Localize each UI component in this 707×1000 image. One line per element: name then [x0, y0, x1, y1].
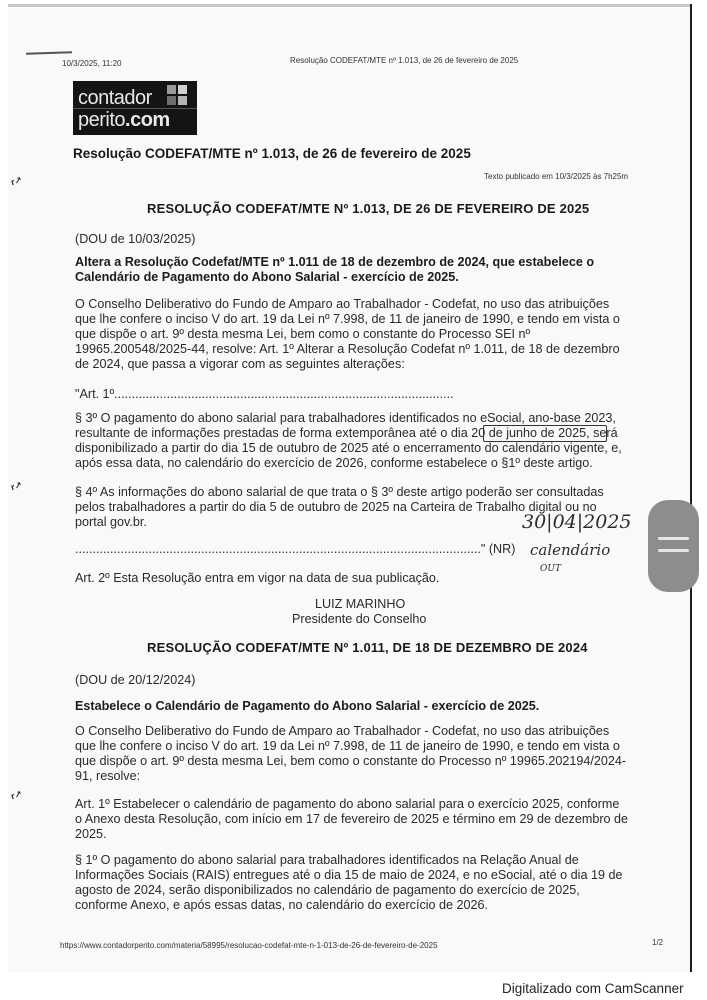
res1011-preamble-line: 91, resolve: — [75, 769, 141, 783]
par4-line: pelos trabalhadores a partir do dia 5 de outubro de 2025 na Carteira de Trabalho digital ou no — [75, 500, 597, 514]
res1011-art1-line: 2025. — [75, 827, 107, 841]
handwritten-small: OUT — [540, 564, 561, 574]
footer-url: https://www.contadorperito.com/materia/58995/resolucao-codefat-mte-n-1-013-de-26-de-fevereiro-de-2025 — [60, 941, 438, 950]
res1011-heading: RESOLUÇÃO CODEFAT/MTE Nº 1.011, DE 18 DE DEZEMBRO DE 2024 — [147, 640, 588, 655]
res1013-art2: Art. 2º Esta Resolução entra em vigor na data de sua publicação. — [75, 571, 440, 585]
res1011-art1-line: o Anexo desta Resolução, com início em 17 de fevereiro de 2025 e término em 29 de dezembro de — [75, 812, 629, 826]
margin-mark: r↗ — [9, 788, 24, 802]
logo-text-perito: perito.com — [78, 109, 170, 131]
par3-line: disponibilizado a partir do dia 15 de outubro de 2025 até o encerramento do calendário vigente, e, — [75, 441, 622, 455]
contadorperito-logo[interactable] — [73, 81, 197, 135]
par4-line: portal gov.br. — [75, 515, 147, 529]
res1013-ementa-line: Calendário de Pagamento do Abono Salarial - exercício de 2025. — [75, 270, 459, 284]
footer-page-number: 1/2 — [652, 938, 664, 947]
par3-line: após essa data, no calendário do exercício de 2026, conforme estabelece o §1º deste artigo. — [75, 456, 593, 470]
res1013-preamble-line: que dispõe o art. 9º desta mesma Lei, bem como o constante do Processo SEI nº — [75, 327, 531, 341]
res1013-preamble-line: que lhe confere o inciso V do art. 19 da Lei nº 7.998, de 11 de janeiro de 1990, e tendo em vista o — [75, 312, 620, 326]
res1013-preamble-line: de 2024, que passa a vigorar com as seguintes alterações: — [75, 357, 405, 371]
res1011-par1-line: agosto de 2024, serão disponibilizados no calendário de pagamento do exercício de 2025, — [75, 883, 580, 897]
res1011-par1-line: Informações Sociais (RAIS) entregues até o dia 15 de maio de 2024, e no eSocial, até o dia 19 de — [75, 868, 623, 882]
signer-name: LUIZ MARINHO — [315, 597, 406, 611]
res1013-dou: (DOU de 10/03/2025) — [75, 232, 196, 246]
published-note: Texto publicado em 10/3/2025 às 7h25m — [484, 172, 629, 181]
par4-line: § 4º As informações do abono salarial de que trata o § 3º deste artigo poderão ser consultadas — [75, 485, 604, 499]
par3-line: § 3º O pagamento do abono salarial para trabalhadores identificados no eSocial, ano-base 2023, — [75, 411, 616, 425]
handwritten-date-circle — [483, 425, 607, 442]
handwritten-word: calendário — [530, 541, 611, 559]
res1013-preamble-line: O Conselho Deliberativo do Fundo de Amparo ao Trabalhador - Codefat, no uso das atribuições — [75, 297, 610, 311]
margin-mark: r↗ — [9, 479, 24, 493]
handwritten-date: 30|04|2025 — [522, 511, 632, 533]
margin-mark: r↗ — [9, 174, 24, 188]
res1011-preamble-line: que lhe confere o inciso V do art. 19 da Lei nº 7.998, de 11 de janeiro de 1990, e tendo em vista o — [75, 739, 620, 753]
camscanner-watermark: Digitalizado com CamScanner — [502, 981, 684, 996]
signer-role: Presidente do Conselho — [292, 612, 427, 626]
scroll-grip-icon — [658, 537, 689, 540]
res1011-art1-line: Art. 1º Estabelecer o calendário de pagamento do abono salarial para o exercício 2025, conforme — [75, 797, 620, 811]
res1013-ementa-line: Altera a Resolução Codefat/MTE nº 1.011 de 18 de dezembro de 2024, que estabelece o — [75, 255, 595, 269]
par3-line: resultante de informações prestadas de forma extemporânea até o dia 20 de junho de 2025, será — [75, 426, 618, 440]
res1013-heading: RESOLUÇÃO CODEFAT/MTE Nº 1.013, DE 26 DE FEVEREIRO DE 2025 — [147, 201, 590, 216]
logo-text-contador: contador — [78, 87, 152, 109]
res1011-preamble-line: O Conselho Deliberativo do Fundo de Amparo ao Trabalhador - Codefat, no uso das atribuições — [75, 724, 610, 738]
res1011-preamble-line: que dispõe o art. 9º desta mesma Lei, bem como o constante do Processo nº 19965.202194/2024- — [75, 754, 627, 768]
nr-line: ...................................................................................................................." (NR) — [75, 542, 516, 556]
res1011-par1-line: conforme Anexo, e após essas datas, no calendário do exercício de 2026. — [75, 898, 489, 912]
print-doc-title: Resolução CODEFAT/MTE nº 1.013, de 26 de fevereiro de 2025 — [290, 56, 519, 65]
article-title: Resolução CODEFAT/MTE nº 1.013, de 26 de fevereiro de 2025 — [73, 146, 471, 161]
print-timestamp: 10/3/2025, 11:20 — [62, 59, 122, 68]
res1011-dou: (DOU de 20/12/2024) — [75, 673, 196, 687]
fast-scroll-handle[interactable] — [648, 500, 699, 592]
res1011-ementa: Estabelece o Calendário de Pagamento do Abono Salarial - exercício de 2025. — [75, 699, 540, 713]
res1011-par1-line: § 1º O pagamento do abono salarial para trabalhadores identificados na Relação Anual de — [75, 853, 579, 867]
res1013-preamble-line: 19965.200548/2025-44, resolve: Art. 1º Alterar a Resolução Codefat nº 1.011, de 18 de dezembro — [75, 342, 620, 356]
res1013-art1-quote: "Art. 1º................................................................................................. — [75, 387, 454, 401]
scroll-grip-icon — [658, 549, 689, 552]
